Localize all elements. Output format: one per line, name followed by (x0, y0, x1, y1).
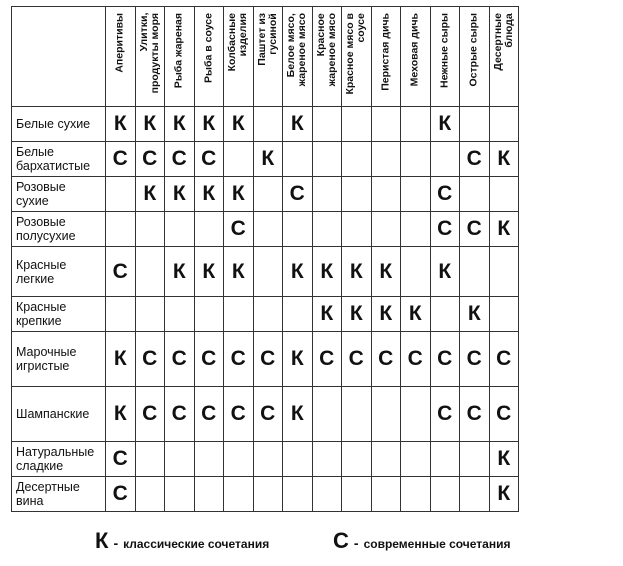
pairing-cell: К (283, 247, 313, 297)
pairing-cell (165, 297, 195, 332)
table-row (12, 442, 519, 477)
pairing-cell (135, 212, 165, 247)
row-label: Шампанские (12, 387, 106, 442)
pairing-cell: С (460, 387, 490, 442)
table-body (12, 107, 519, 512)
pairing-cell: С (489, 332, 519, 387)
column-header (460, 7, 490, 107)
pairing-cell: С (106, 142, 136, 177)
table-row (12, 107, 519, 142)
column-header-label: Десертные блюда (491, 13, 515, 71)
column-header-label: Паштет из гусиной (255, 13, 279, 66)
pairing-cell (312, 142, 342, 177)
pairing-cell (253, 247, 283, 297)
pairing-cell: К (106, 332, 136, 387)
pairing-cell (135, 247, 165, 297)
column-header-label: Меховая дичь (408, 13, 421, 87)
pairing-cell (342, 477, 372, 512)
pairing-cell: С (312, 332, 342, 387)
pairing-cell (194, 212, 224, 247)
pairing-cell (312, 177, 342, 212)
pairing-cell: К (489, 142, 519, 177)
pairing-cell (165, 442, 195, 477)
pairing-cell (371, 107, 401, 142)
pairing-cell: К (224, 247, 254, 297)
pairing-cell: С (342, 332, 372, 387)
row-label: Красные легкие (12, 247, 106, 297)
pairing-cell: К (371, 297, 401, 332)
pairing-cell (489, 107, 519, 142)
pairing-cell (283, 297, 313, 332)
pairing-cell (283, 477, 313, 512)
pairing-cell (489, 297, 519, 332)
pairing-cell: К (253, 142, 283, 177)
column-header (224, 7, 254, 107)
pairing-cell: К (430, 107, 460, 142)
pairing-cell (253, 107, 283, 142)
pairing-cell: К (342, 247, 372, 297)
column-header-label: Нежные сыры (438, 13, 451, 88)
legend-modern-text: современные сочетания (363, 537, 511, 551)
column-header (106, 7, 136, 107)
pairing-cell: С (253, 387, 283, 442)
column-header (401, 7, 431, 107)
pairing-cell: К (194, 177, 224, 212)
pairing-cell (460, 442, 490, 477)
pairing-cell (312, 387, 342, 442)
header-row (12, 7, 519, 107)
column-header-label: Красное жареное мясо (314, 13, 338, 87)
pairing-cell: К (312, 247, 342, 297)
pairing-cell (371, 442, 401, 477)
pairing-cell (371, 177, 401, 212)
column-header (430, 7, 460, 107)
pairing-cell (312, 442, 342, 477)
pairing-cell: С (135, 332, 165, 387)
pairing-cell: К (283, 387, 313, 442)
pairing-cell: К (283, 107, 313, 142)
pairing-cell: К (489, 477, 519, 512)
column-header-label: Красное мясо в соусе (344, 13, 368, 95)
pairing-cell: К (165, 247, 195, 297)
pairing-cell: К (224, 177, 254, 212)
pairing-cell: С (106, 477, 136, 512)
legend-dash: - (113, 535, 119, 551)
pairing-cell (430, 297, 460, 332)
pairing-cell: К (283, 332, 313, 387)
column-header (283, 7, 313, 107)
table-row (12, 477, 519, 512)
pairing-cell: С (430, 332, 460, 387)
pairing-cell (253, 177, 283, 212)
pairing-cell (312, 477, 342, 512)
pairing-cell (165, 477, 195, 512)
pairing-cell: К (194, 107, 224, 142)
pairing-cell (371, 142, 401, 177)
column-header-label: Рыба в соусе (202, 13, 215, 83)
pairing-cell (342, 177, 372, 212)
pairing-cell (401, 247, 431, 297)
pairing-cell (253, 442, 283, 477)
pairing-cell (401, 387, 431, 442)
row-label: Красные крепкие (12, 297, 106, 332)
pairing-cell: К (165, 107, 195, 142)
pairing-cell: С (224, 387, 254, 442)
pairing-cell (342, 107, 372, 142)
column-header (489, 7, 519, 107)
table-row (12, 297, 519, 332)
pairing-cell: С (194, 142, 224, 177)
row-label: Белые бархатистые (12, 142, 106, 177)
pairing-cell: К (312, 297, 342, 332)
pairing-cell: С (430, 387, 460, 442)
column-header-label: Острые сыры (467, 13, 480, 87)
pairing-cell (342, 387, 372, 442)
legend-modern (333, 528, 510, 554)
pairing-cell: К (194, 247, 224, 297)
pairing-cell (489, 247, 519, 297)
pairing-cell: К (165, 177, 195, 212)
column-header (253, 7, 283, 107)
column-header (165, 7, 195, 107)
pairing-cell (401, 107, 431, 142)
pairing-cell: С (460, 142, 490, 177)
table-row (12, 177, 519, 212)
column-header-label: Перистая дичь (379, 13, 392, 91)
row-label: Розовые сухие (12, 177, 106, 212)
pairing-cell: К (489, 442, 519, 477)
column-header-label: Улитки, продукты моря (137, 13, 161, 94)
pairing-cell (194, 477, 224, 512)
pairing-cell (401, 442, 431, 477)
pairing-cell (371, 212, 401, 247)
pairing-cell (460, 477, 490, 512)
pairing-cell (342, 212, 372, 247)
pairing-cell (312, 107, 342, 142)
pairing-cell (401, 142, 431, 177)
legend-modern-letter: С (333, 528, 349, 553)
pairing-cell: С (460, 332, 490, 387)
pairing-cell (253, 212, 283, 247)
legend (0, 528, 623, 564)
pairing-cell (430, 142, 460, 177)
column-header-label: Аперитивы (113, 13, 126, 73)
corner-cell (12, 7, 106, 107)
pairing-cell: К (430, 247, 460, 297)
pairing-cell (194, 442, 224, 477)
pairing-cell (224, 142, 254, 177)
pairing-cell: С (283, 177, 313, 212)
pairing-cell (401, 212, 431, 247)
pairing-cell (224, 297, 254, 332)
pairing-cell: С (371, 332, 401, 387)
pairing-cell: С (165, 142, 195, 177)
pairing-cell: С (253, 332, 283, 387)
pairing-cell: К (489, 212, 519, 247)
pairing-cell (283, 142, 313, 177)
row-label: Белые сухие (12, 107, 106, 142)
pairing-cell: С (106, 442, 136, 477)
pairing-cell: С (106, 247, 136, 297)
pairing-cell (460, 107, 490, 142)
pairing-cell (135, 442, 165, 477)
pairing-cell: К (460, 297, 490, 332)
pairing-cell: К (135, 107, 165, 142)
column-header-label: Колбасные изделия (226, 13, 250, 72)
pairing-cell: С (430, 212, 460, 247)
table-row (12, 142, 519, 177)
pairing-cell (135, 297, 165, 332)
pairing-cell: С (489, 387, 519, 442)
pairing-cell (489, 177, 519, 212)
pairing-cell: С (224, 332, 254, 387)
table-row (12, 332, 519, 387)
pairing-cell (194, 297, 224, 332)
pairing-cell: С (165, 332, 195, 387)
pairing-cell (371, 477, 401, 512)
pairing-cell: С (194, 332, 224, 387)
pairing-cell: С (224, 212, 254, 247)
pairing-cell (224, 442, 254, 477)
pairing-cell: К (106, 107, 136, 142)
pairing-cell (224, 477, 254, 512)
pairing-cell (135, 477, 165, 512)
row-label: Розовые полусухие (12, 212, 106, 247)
pairing-cell (165, 212, 195, 247)
pairing-cell: К (224, 107, 254, 142)
pairing-cell (106, 297, 136, 332)
table-row (12, 212, 519, 247)
pairing-cell: С (194, 387, 224, 442)
column-header (342, 7, 372, 107)
pairing-cell (401, 477, 431, 512)
table-row (12, 247, 519, 297)
pairing-cell (312, 212, 342, 247)
pairing-cell: С (135, 387, 165, 442)
pairing-cell: К (371, 247, 401, 297)
legend-classic-letter: К (95, 528, 109, 553)
wine-pairing-table (11, 6, 519, 512)
column-header (371, 7, 401, 107)
legend-dash: - (353, 535, 359, 551)
pairing-cell: К (106, 387, 136, 442)
pairing-cell: С (430, 177, 460, 212)
pairing-cell (371, 387, 401, 442)
pairing-cell (283, 212, 313, 247)
column-header (194, 7, 224, 107)
pairing-cell (106, 177, 136, 212)
pairing-cell (253, 297, 283, 332)
pairing-cell: К (342, 297, 372, 332)
pairing-cell (460, 247, 490, 297)
row-label: Марочные игристые (12, 332, 106, 387)
pairing-cell (430, 477, 460, 512)
table-row (12, 387, 519, 442)
pairing-cell: С (165, 387, 195, 442)
pairing-cell: К (135, 177, 165, 212)
pairing-cell (253, 477, 283, 512)
column-header (135, 7, 165, 107)
pairing-cell (283, 442, 313, 477)
pairing-cell (401, 177, 431, 212)
pairing-cell (430, 442, 460, 477)
column-header (312, 7, 342, 107)
pairing-cell (106, 212, 136, 247)
pairing-cell (342, 442, 372, 477)
column-header-label: Рыба жареная (172, 13, 185, 89)
pairing-cell: С (460, 212, 490, 247)
pairing-cell: С (401, 332, 431, 387)
pairing-cell: К (401, 297, 431, 332)
legend-classic-text: классические сочетания (123, 537, 270, 551)
row-label: Десертные вина (12, 477, 106, 512)
pairing-cell: С (135, 142, 165, 177)
pairing-cell (342, 142, 372, 177)
legend-classic (95, 528, 269, 554)
column-header-label: Белое мясо, жареное мясо (285, 13, 309, 87)
pairing-cell (460, 177, 490, 212)
row-label: Натуральные сладкие (12, 442, 106, 477)
